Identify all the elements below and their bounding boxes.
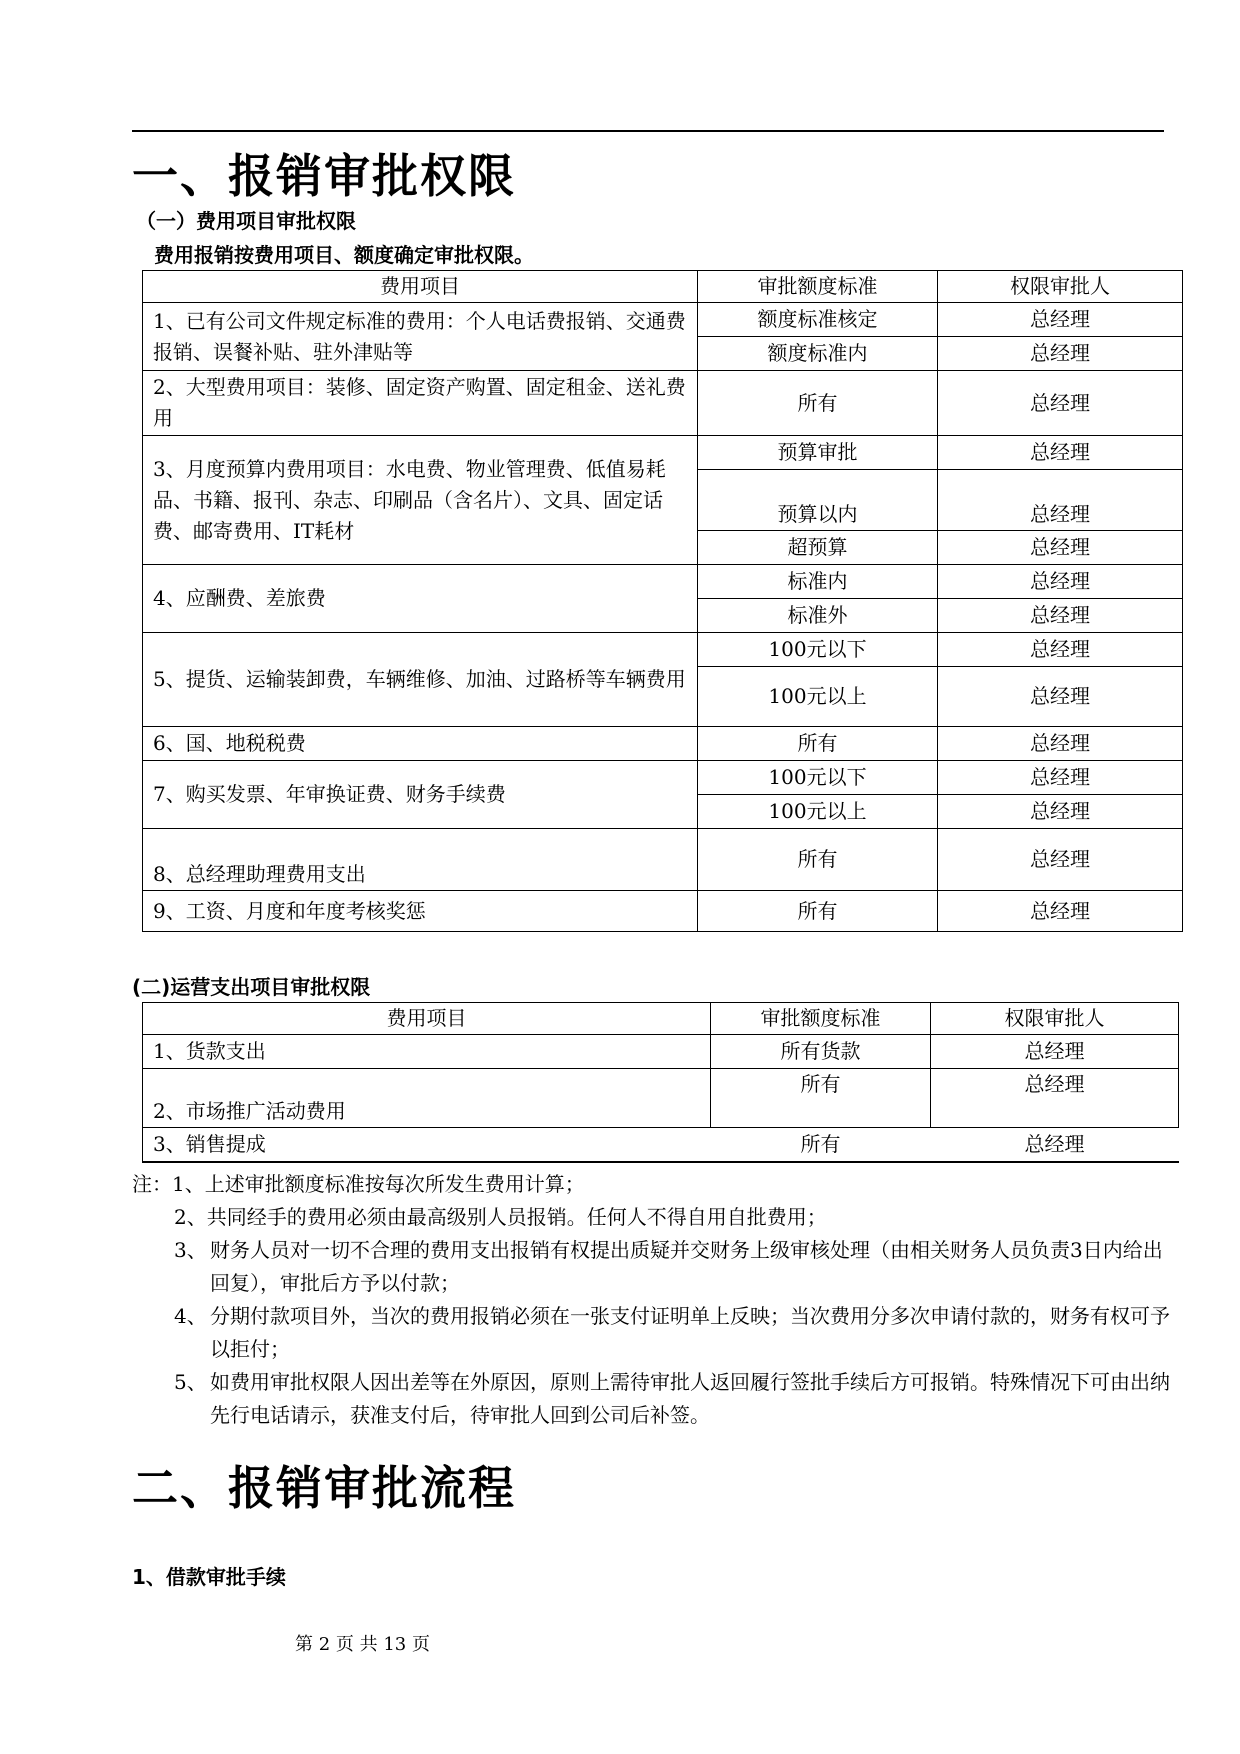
expense-item-cell: 3、月度预算内费用项目：水电费、物业管理费、低值易耗品、书籍、报刊、杂志、印刷品（含名片）、文具、固定话费、邮寄费用、IT耗材 xyxy=(143,436,698,565)
table-row xyxy=(143,371,1183,436)
section1-intro: 费用报销按费用项目、额度确定审批权限。 xyxy=(154,243,534,267)
expense-item-cell: 2、市场推广活动费用 xyxy=(143,1069,711,1128)
expense-item-cell: 5、提货、运输装卸费，车辆维修、加油、过路桥等车辆费用 xyxy=(143,633,698,727)
approver-cell: 总经理 xyxy=(938,565,1183,599)
approver-cell: 总经理 xyxy=(938,667,1183,727)
standard-cell: 所有 xyxy=(698,371,938,436)
approver-cell: 总经理 xyxy=(938,337,1183,371)
table-row xyxy=(143,436,1183,470)
approver-cell: 总经理 xyxy=(938,829,1183,891)
note-text: 如费用审批权限人因出差等在外原因，原则上需待审批人返回履行签批手续后方可报销。特殊情况下可由出纳先行电话请示，获准支付后，待审批人回到公司后补签。 xyxy=(210,1370,1170,1427)
note-number: 1、 xyxy=(172,1172,205,1196)
standard-cell: 100元以下 xyxy=(698,761,938,795)
table-row xyxy=(143,303,1183,337)
standard-cell: 所有 xyxy=(698,829,938,891)
approver-cell: 总经理 xyxy=(938,531,1183,565)
approver-cell: 总经理 xyxy=(938,727,1183,761)
note-number: 2、 xyxy=(174,1205,207,1229)
expense-item-cell: 4、应酬费、差旅费 xyxy=(143,565,698,633)
note-number: 4、 xyxy=(174,1304,207,1328)
standard-cell: 所有 xyxy=(711,1128,931,1163)
notes-block xyxy=(132,1168,1172,1432)
approver-cell: 总经理 xyxy=(931,1035,1179,1069)
expense-item-cell: 3、销售提成 xyxy=(143,1128,711,1163)
table-header-cell: 费用项目 xyxy=(143,271,698,303)
note-item-1 xyxy=(132,1168,1172,1201)
approver-cell: 总经理 xyxy=(938,795,1183,829)
expense-item-cell: 8、总经理助理费用支出 xyxy=(143,829,698,891)
table-header-cell: 审批额度标准 xyxy=(711,1003,931,1035)
section1-sub2: (二)运营支出项目审批权限 xyxy=(132,975,371,999)
note-text: 上述审批额度标准按每次所发生费用计算； xyxy=(204,1172,585,1196)
approver-cell: 总经理 xyxy=(938,436,1183,470)
note-item-4 xyxy=(132,1300,1172,1366)
table-header-cell: 权限审批人 xyxy=(931,1003,1179,1035)
standard-cell: 100元以下 xyxy=(698,633,938,667)
note-text: 分期付款项目外，当次的费用报销必须在一张支付证明单上反映；当次费用分多次申请付款的，财务有权可予以拒付； xyxy=(210,1304,1170,1361)
table-row xyxy=(143,633,1183,667)
table-header-row xyxy=(143,1003,1179,1035)
header-rule xyxy=(132,130,1164,132)
standard-cell: 预算以内 xyxy=(698,470,938,531)
standard-cell: 100元以上 xyxy=(698,795,938,829)
expense-item-cell: 1、货款支出 xyxy=(143,1035,711,1069)
table-header-cell: 费用项目 xyxy=(143,1003,711,1035)
expense-item-cell: 9、工资、月度和年度考核奖惩 xyxy=(143,891,698,932)
expense-item-cell: 2、大型费用项目：装修、固定资产购置、固定租金、送礼费用 xyxy=(143,371,698,436)
table-row xyxy=(143,727,1183,761)
standard-cell: 标准外 xyxy=(698,599,938,633)
approver-cell: 总经理 xyxy=(938,470,1183,531)
standard-cell: 预算审批 xyxy=(698,436,938,470)
table-header-cell: 权限审批人 xyxy=(938,271,1183,303)
note-item-2 xyxy=(132,1201,1172,1234)
operating-expense-table xyxy=(142,1002,1179,1163)
table-row xyxy=(143,1069,1179,1128)
approver-cell: 总经理 xyxy=(938,303,1183,337)
note-text: 财务人员对一切不合理的费用支出报销有权提出质疑并交财务上级审核处理（由相关财务人员负责3日内给出回复），审批后方予以付款； xyxy=(210,1238,1163,1295)
expense-item-cell: 1、已有公司文件规定标准的费用：个人电话费报销、交通费报销、误餐补贴、驻外津贴等 xyxy=(143,303,698,371)
notes-lead: 注： xyxy=(132,1172,172,1196)
table-row xyxy=(143,1128,1179,1163)
standard-cell: 超预算 xyxy=(698,531,938,565)
standard-cell: 标准内 xyxy=(698,565,938,599)
note-number: 3、 xyxy=(174,1238,207,1262)
table-row xyxy=(143,761,1183,795)
approver-cell: 总经理 xyxy=(938,633,1183,667)
note-item-3 xyxy=(132,1234,1172,1300)
standard-cell: 所有 xyxy=(698,891,938,932)
table-header-cell: 审批额度标准 xyxy=(698,271,938,303)
section1-sub1: （一）费用项目审批权限 xyxy=(136,209,356,233)
section1-title: 一、报销审批权限 xyxy=(132,149,516,203)
standard-cell: 所有 xyxy=(698,727,938,761)
table-row xyxy=(143,891,1183,932)
expense-approval-table xyxy=(142,270,1183,932)
standard-cell: 所有货款 xyxy=(711,1035,931,1069)
table-row xyxy=(143,829,1183,891)
table-header-row xyxy=(143,271,1183,303)
standard-cell: 100元以上 xyxy=(698,667,938,727)
approver-cell: 总经理 xyxy=(938,891,1183,932)
approver-cell: 总经理 xyxy=(931,1069,1179,1128)
note-item-5 xyxy=(132,1366,1172,1432)
note-number: 5、 xyxy=(174,1370,207,1394)
expense-item-cell: 7、购买发票、年审换证费、财务手续费 xyxy=(143,761,698,829)
note-text: 共同经手的费用必须由最高级别人员报销。任何人不得自用自批费用； xyxy=(206,1205,827,1229)
table-row xyxy=(143,565,1183,599)
table-row xyxy=(143,1035,1179,1069)
section2-title: 二、报销审批流程 xyxy=(132,1461,516,1515)
approver-cell: 总经理 xyxy=(938,371,1183,436)
approver-cell: 总经理 xyxy=(938,761,1183,795)
standard-cell: 额度标准核定 xyxy=(698,303,938,337)
page-footer: 第 2 页 共 13 页 xyxy=(295,1634,430,1655)
standard-cell: 所有 xyxy=(711,1069,931,1128)
section2-sub1: 1、借款审批手续 xyxy=(132,1565,286,1589)
expense-item-cell: 6、国、地税税费 xyxy=(143,727,698,761)
standard-cell: 额度标准内 xyxy=(698,337,938,371)
approver-cell: 总经理 xyxy=(931,1128,1179,1163)
approver-cell: 总经理 xyxy=(938,599,1183,633)
